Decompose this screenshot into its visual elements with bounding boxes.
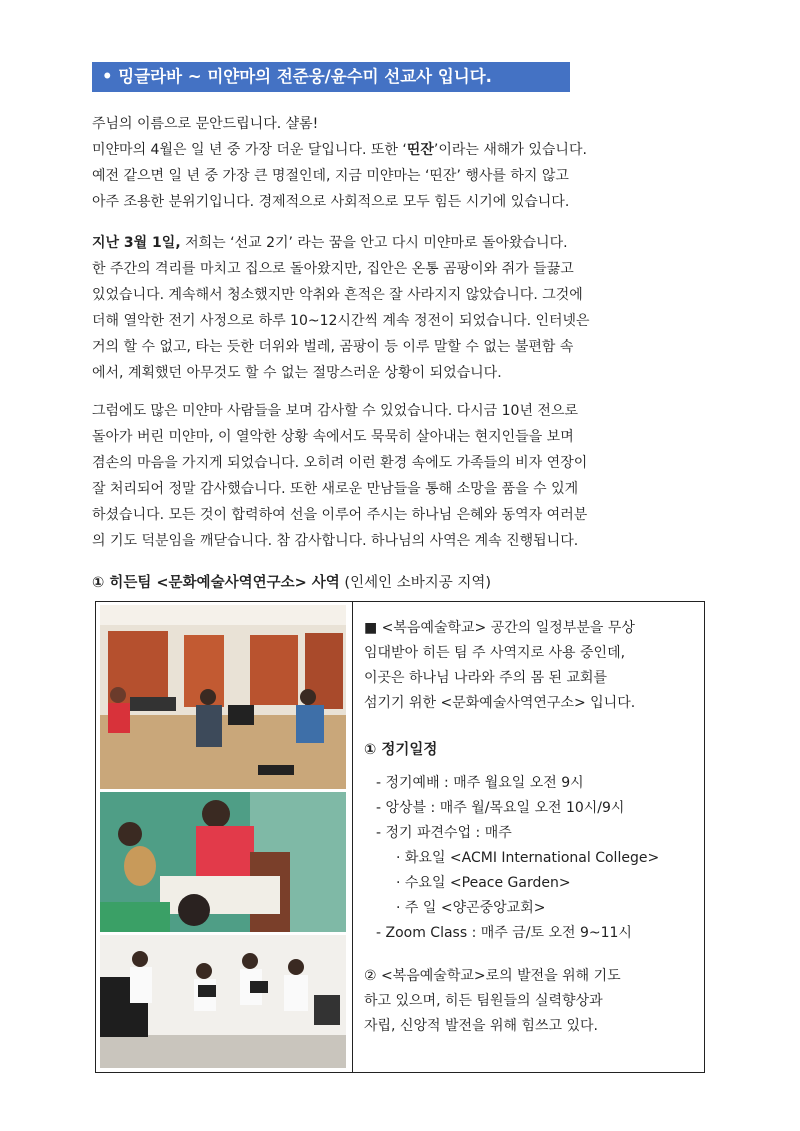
text-line: 돌아가 버린 미얀마, 이 열악한 상황 속에서도 묵묵히 살아내는 현지인들을 보며 [92, 429, 574, 445]
schedule-list [364, 771, 694, 946]
text-line: 자립, 신앙적 발전을 위해 힘쓰고 있다. [364, 1018, 599, 1034]
photo-guitar-class [100, 792, 346, 932]
header-banner [92, 62, 570, 92]
return-paragraph [92, 230, 708, 386]
text-line: 있었습니다. 계속해서 청소했지만 악취와 흔적은 잘 사라지지 않았습니다. 그것에 [92, 287, 583, 303]
schedule-item-dispatch: - 정기 파견수업 : 매주 [376, 825, 512, 841]
text-line: 아주 조용한 분위기입니다. 경제적으로 사회적으로 모두 힘든 시기에 있습니다. [92, 194, 570, 210]
section-title-main: ① 히든팀 <문화예술사역연구소> 사역 [92, 575, 340, 591]
text-line: 에서, 계획했던 아무것도 할 수 없는 절망스러운 상황이 되었습니다. [92, 365, 502, 381]
photo-column [96, 602, 353, 1072]
schedule-subitem-tuesday: · 화요일 <ACMI International College> [396, 850, 660, 866]
text-line: 겸손의 마음을 가지게 되었습니다. 오히려 이런 환경 속에도 가족들의 비자 연장이 [92, 455, 588, 471]
text-line: 예전 같으면 일 년 중 가장 큰 명절인데, 지금 미얀마는 ‘띤잔’ 행사를 하지 않고 [92, 168, 569, 184]
highlight-thingyan: 띤잔 [406, 142, 434, 158]
header-title: • 밍글라바 ~ 미얀마의 전준웅/윤수미 선교사 입니다. [102, 67, 492, 86]
greeting-paragraph [92, 111, 708, 215]
text-line: 하고 있으며, 히든 팀원들의 실력향상과 [364, 993, 603, 1009]
text-line: ② <복음예술학교>로의 발전을 위해 기도 [364, 968, 621, 984]
text-line: 잘 처리되어 정말 감사했습니다. 또한 새로운 만남들을 통해 소망을 품을 수 있게 [92, 481, 579, 497]
text-line: 이곳은 하나님 나라와 주의 몸 된 교회를 [364, 670, 608, 686]
text-line: 하셨습니다. 모든 것이 합력하여 선을 이루어 주시는 하나님 은혜와 동역자 여러분 [92, 507, 588, 523]
schedule-title: ① 정기일정 [364, 742, 438, 758]
schedule-item-zoom: - Zoom Class : 매주 금/토 오전 9~11시 [376, 925, 632, 941]
text-line: 더해 열악한 전기 사정으로 하루 10~12시간씩 계속 정전이 되었습니다. 인터넷은 [92, 313, 590, 329]
ministry-box [95, 601, 705, 1073]
text-line: 미얀마의 4월은 일 년 중 가장 더운 달입니다. 또한 ‘띤잔’이라는 새해가 있습니다. [92, 142, 587, 158]
section-title-note: (인세인 소바지공 지역) [339, 575, 492, 591]
intro-text [364, 616, 694, 716]
section-title [92, 572, 491, 594]
text-line: 섬기기 위한 <문화예술사역연구소> 입니다. [364, 695, 636, 711]
text-line: 지난 3월 1일, 저희는 ‘선교 2기’ 라는 꿈을 안고 다시 미얀마로 돌아왔습니다. [92, 235, 568, 251]
text-line: ■ <복음예술학교> 공간의 일정부분을 무상 [364, 620, 635, 636]
photo-ensemble-practice [100, 605, 346, 789]
text-line: 주님의 이름으로 문안드립니다. 샬롬! [92, 116, 319, 132]
closing-text [364, 964, 694, 1039]
gratitude-paragraph [92, 398, 708, 554]
schedule-item-ensemble: - 앙상블 : 매주 월/목요일 오전 10시/9시 [376, 800, 625, 816]
schedule-subitem-wednesday: · 수요일 <Peace Garden> [396, 875, 571, 891]
text-line: 임대받아 히든 팀 주 사역지로 사용 중인데, [364, 645, 626, 661]
text-line: 한 주간의 격리를 마치고 집으로 돌아왔지만, 집안은 온통 곰팡이와 쥐가 들끓고 [92, 261, 574, 277]
text-line: 거의 할 수 없고, 타는 듯한 더위와 벌레, 곰팡이 등 이루 말할 수 없는 불편함 속 [92, 339, 574, 355]
photo-violin-ensemble [100, 935, 346, 1068]
date-highlight: 지난 3월 1일, [92, 235, 181, 251]
text-line: 의 기도 덕분임을 깨닫습니다. 참 감사합니다. 하나님의 사역은 계속 진행됩니다. [92, 533, 579, 549]
text-line: 그럼에도 많은 미얀마 사람들을 보며 감사할 수 있었습니다. 다시금 10년 전으로 [92, 403, 579, 419]
schedule-subitem-sunday: · 주 일 <양곤중앙교회> [396, 900, 546, 916]
ministry-description [364, 616, 694, 1053]
schedule-item-worship: - 정기예배 : 매주 월요일 오전 9시 [376, 775, 584, 791]
